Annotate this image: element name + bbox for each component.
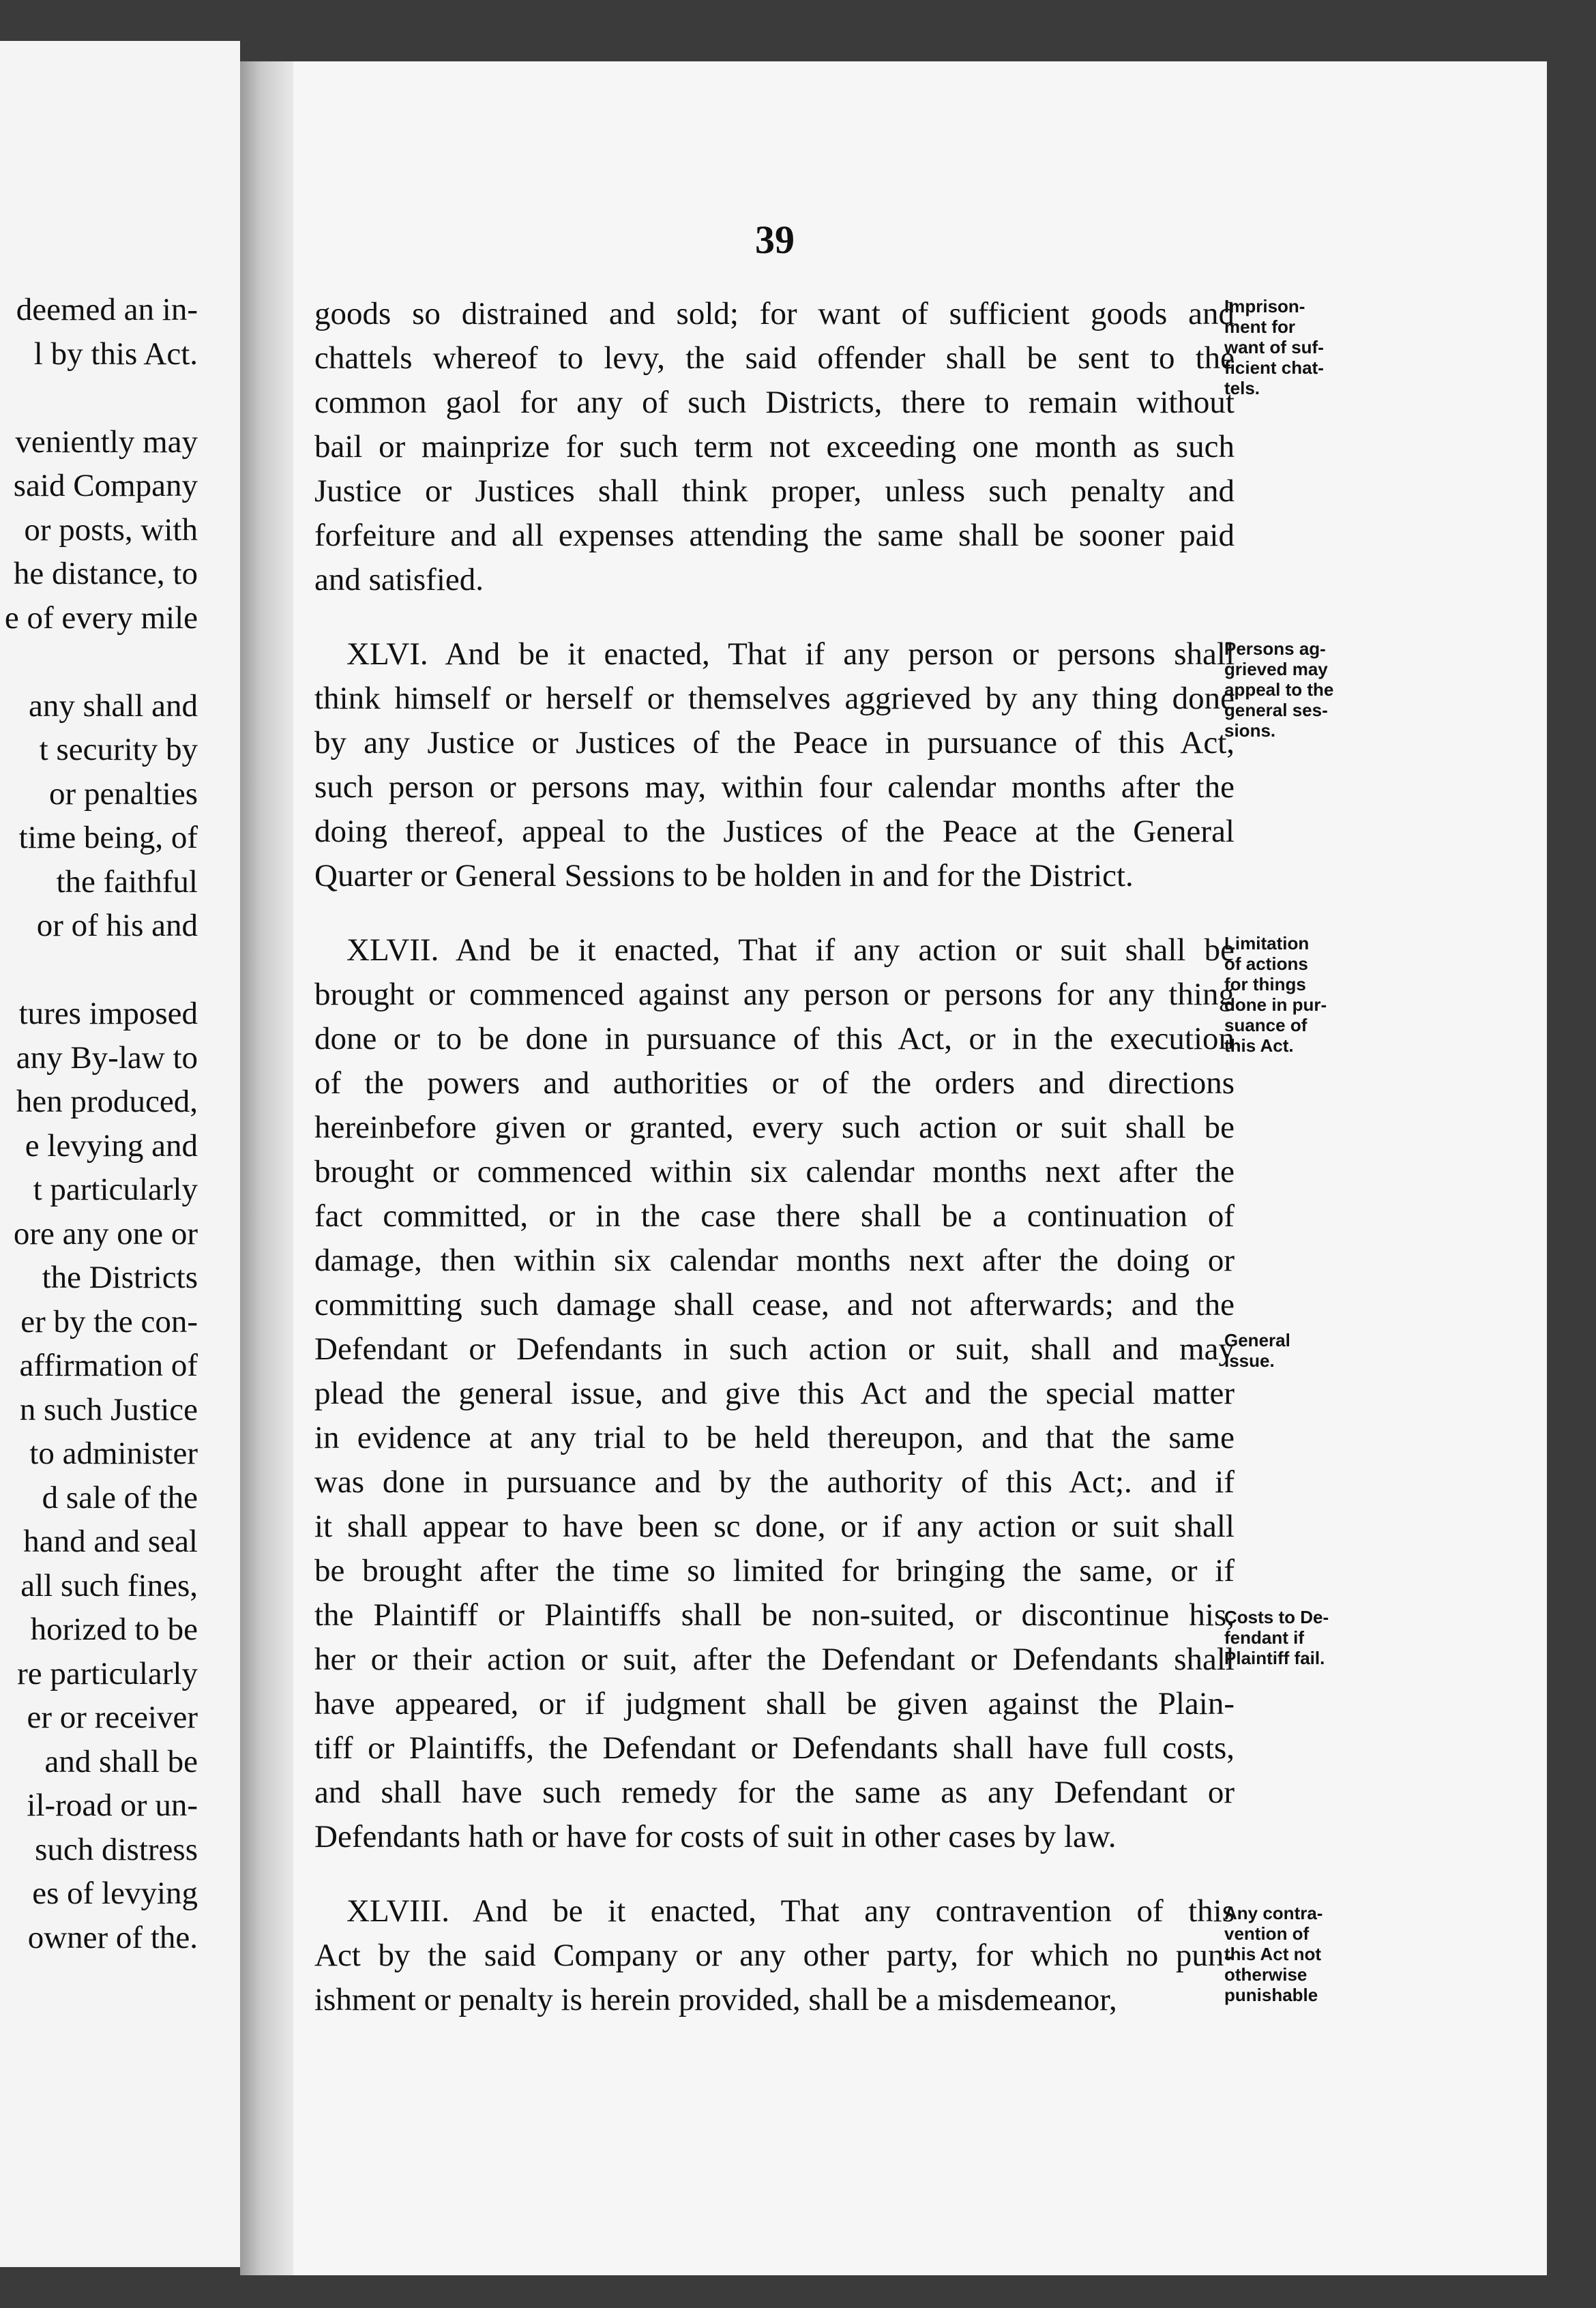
margin-note-line: vention of <box>1224 1923 1310 1944</box>
margin-note-line: Limitation <box>1224 933 1310 953</box>
text-line: bail or mainprize for such term not exceeding one month as such <box>314 429 1235 464</box>
previous-page-line: t particularly <box>33 1172 198 1207</box>
previous-page-line: e of every mile <box>4 600 198 636</box>
previous-page-line: such distress <box>35 1831 198 1867</box>
text-line: done or to be done in pursuance of this Act, or in the execution <box>314 1021 1235 1056</box>
margin-note-line: for things <box>1224 974 1306 994</box>
text-line: Quarter or General Sessions to be holden in and for the District. <box>314 858 1134 893</box>
margin-note-line: want of suf- <box>1224 337 1324 357</box>
previous-page-line: owner of the. <box>27 1919 198 1955</box>
previous-page-line: er or receiver <box>27 1700 198 1735</box>
previous-page-line: time being, of <box>18 820 198 855</box>
previous-page-line: n such Justice <box>19 1391 198 1427</box>
previous-page-line: the Districts <box>42 1260 198 1295</box>
margin-note-line: Plaintiff fail. <box>1224 1648 1325 1668</box>
text-line: committing such damage shall cease, and not afterwards; and the <box>314 1287 1235 1322</box>
margin-note-general-issue <box>1224 1330 1361 1371</box>
margin-note-imprisonment <box>1224 296 1361 398</box>
margin-note-line: appeal to the <box>1224 679 1334 700</box>
text-line: XLVII. And be it enacted, That if any action or suit shall be <box>346 932 1235 968</box>
text-line: Justice or Justices shall think proper, unless such penalty and <box>314 473 1235 509</box>
paragraph-gap <box>314 1859 1235 1889</box>
text-line: think himself or herself or themselves aggrieved by any thing done <box>314 681 1235 716</box>
previous-page-line: es of levying <box>32 1876 198 1911</box>
previous-page-line <box>0 948 198 992</box>
previous-page-line: or penalties <box>49 775 198 812</box>
margin-note-line: issue. <box>1224 1350 1275 1371</box>
previous-page-line: or posts, with <box>24 512 198 548</box>
paragraph-gap <box>314 602 1235 632</box>
margin-note-contravention <box>1224 1903 1361 2005</box>
previous-page-line: t security by <box>39 732 198 767</box>
text-line: common gaol for any of such Districts, there to remain without <box>314 385 1235 420</box>
previous-page-line: ore any one or <box>13 1215 198 1252</box>
previous-page-line: he distance, to <box>13 556 198 591</box>
text-line: it shall appear to have been sc done, or if any action or suit shall <box>314 1509 1235 1544</box>
previous-page-line: e levying and <box>25 1127 198 1164</box>
page-number: 39 <box>755 218 795 262</box>
text-line: damage, then within six calendar months next after the doing or <box>314 1243 1235 1278</box>
previous-page-line: il-road or un- <box>27 1788 198 1823</box>
text-line: goods so distrained and sold; for want of sufficient goods and <box>314 296 1235 331</box>
text-line: chattels whereof to levy, the said offender shall be sent to the <box>314 340 1235 376</box>
text-line: of the powers and authorities or of the orders and directions <box>314 1065 1235 1101</box>
previous-page-line: veniently may <box>15 424 198 460</box>
previous-page-line: l by this Act. <box>33 336 198 372</box>
margin-note-line: Any contra- <box>1224 1903 1323 1923</box>
margin-note-line: Costs to De- <box>1224 1607 1329 1627</box>
text-line: such person or persons may, within four calendar months after the <box>314 769 1235 805</box>
text-line: and shall have such remedy for the same as any Defendant or <box>314 1775 1235 1810</box>
previous-page-line: d sale of the <box>42 1479 198 1515</box>
previous-page-line: affirmation of <box>19 1348 198 1383</box>
previous-page-line: or of his and <box>36 908 198 943</box>
text-line: by any Justice or Justices of the Peace in pursuance of this Act, <box>314 725 1235 760</box>
margin-note-line: of actions <box>1224 953 1308 974</box>
text-line: tiff or Plaintiffs, the Defendant or Defendants shall have full costs, <box>314 1730 1235 1766</box>
margin-note-line: sions. <box>1224 720 1276 741</box>
text-line: fact committed, or in the case there shall be a continuation of <box>314 1198 1235 1234</box>
text-line: Defendant or Defendants in such action or suit, shall and may <box>314 1331 1235 1367</box>
margin-note-line: Persons ag- <box>1224 638 1326 659</box>
text-line: was done in pursuance and by the authority of this Act;. and if <box>314 1464 1235 1500</box>
text-line: hereinbefore given or granted, every such action or suit shall be <box>314 1110 1235 1145</box>
margin-note-line: tels. <box>1224 378 1260 398</box>
previous-page-line: tures imposed <box>18 996 198 1031</box>
text-line: in evidence at any trial to be held thereupon, and that the same <box>314 1420 1235 1455</box>
text-line: the Plaintiff or Plaintiffs shall be non-suited, or discontinue his, <box>314 1597 1235 1633</box>
body-text <box>314 292 1235 2022</box>
text-line: ishment or penalty is herein provided, shall be a misdemeanor, <box>314 1982 1117 2017</box>
margin-note-line: suance of <box>1224 1015 1307 1035</box>
text-line: XLVI. And be it enacted, That if any person or persons shall <box>346 636 1235 672</box>
text-line: brought or commenced within six calendar months next after the <box>314 1154 1235 1189</box>
text-line: doing thereof, appeal to the Justices of the Peace at the General <box>314 814 1235 849</box>
text-line: Defendants hath or have for costs of suit in other cases by law. <box>314 1819 1117 1854</box>
previous-page-line: the faithful <box>56 863 198 900</box>
text-line: forfeiture and all expenses attending the same shall be sooner paid <box>314 518 1235 553</box>
previous-page-line: and shall be <box>44 1743 198 1779</box>
text-line: plead the general issue, and give this Act and the special matter <box>314 1376 1235 1411</box>
text-line: be brought after the time so limited for bringing the same, or if <box>314 1553 1235 1588</box>
text-line: XLVIII. And be it enacted, That any contravention of this <box>346 1893 1235 1929</box>
previous-page-line: said Company <box>13 468 198 503</box>
previous-page-line <box>0 376 198 420</box>
previous-page-fragment <box>0 41 240 2267</box>
previous-page-line <box>0 640 198 684</box>
margin-note-line: done in pur- <box>1224 994 1327 1015</box>
previous-page-line: re particularly <box>17 1655 198 1691</box>
margin-note-line: General <box>1224 1330 1290 1350</box>
previous-page-line: all such fines, <box>20 1567 198 1603</box>
text-line: Act by the said Company or any other party, for which no pun- <box>314 1938 1235 1973</box>
margin-note-line: this Act. <box>1224 1035 1294 1056</box>
previous-page-line: horized to be <box>30 1612 198 1647</box>
margin-note-limitation <box>1224 933 1361 1056</box>
margin-note-appeal <box>1224 638 1361 741</box>
text-line: and satisfied. <box>314 562 484 597</box>
previous-page-line: er by the con- <box>20 1303 198 1340</box>
previous-page-line: deemed an in- <box>16 292 198 327</box>
text-line: brought or commenced against any person or persons for any thing <box>314 977 1235 1012</box>
paragraph-gap <box>314 898 1235 928</box>
text-line: her or their action or suit, after the Defendant or Defendants shall <box>314 1642 1235 1677</box>
margin-note-line: punishable <box>1224 1985 1318 2005</box>
text-line: have appeared, or if judgment shall be given against the Plain- <box>314 1686 1235 1721</box>
margin-note-line: grieved may <box>1224 659 1328 679</box>
previous-page-line: to administer <box>29 1436 198 1471</box>
previous-page-line: any By-law to <box>16 1039 198 1076</box>
margin-note-line: fendant if <box>1224 1627 1304 1648</box>
margin-note-line: ficient chat- <box>1224 357 1324 378</box>
previous-page-line: hand and seal <box>23 1524 198 1559</box>
margin-note-costs <box>1224 1607 1361 1668</box>
margin-note-line: Imprison- <box>1224 296 1305 316</box>
previous-page-text <box>0 288 198 1959</box>
margin-note-line: general ses- <box>1224 700 1328 720</box>
margin-note-line: this Act not <box>1224 1944 1322 1964</box>
previous-page-line: hen produced, <box>16 1084 198 1119</box>
margin-note-line: otherwise <box>1224 1964 1307 1985</box>
margin-note-line: ment for <box>1224 316 1295 337</box>
previous-page-line: any shall and <box>29 687 198 724</box>
